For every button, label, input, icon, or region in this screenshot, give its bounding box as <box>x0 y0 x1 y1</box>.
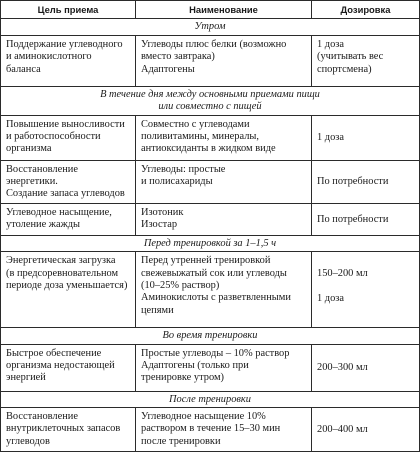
section-row-during-training <box>1 328 420 344</box>
dose-cell <box>312 115 420 160</box>
goal-line: Восстановление энергетики. <box>6 163 78 188</box>
header-goal: Цель приема <box>1 1 136 19</box>
table-row <box>1 344 420 391</box>
section-title-line: После тренировки <box>169 393 251 405</box>
goal-line: внутриклеточных запасов <box>6 423 121 435</box>
dose-cell <box>312 203 420 235</box>
name-line: тренировке утром) <box>141 372 224 384</box>
goal-line: и аминокислотного <box>6 51 92 63</box>
name-line: вместо завтрака) <box>141 51 215 63</box>
section-title <box>1 19 420 35</box>
name-line: Адаптогены <box>141 63 195 75</box>
goal-cell <box>1 252 136 328</box>
name-line: Углеводы плюс белки (возможно <box>141 38 287 50</box>
goal-line: и работоспособности <box>6 131 101 143</box>
section-title-line: Во время тренировки <box>162 330 258 342</box>
section-title-line: или совместно с пищей <box>158 101 262 113</box>
table-row <box>1 203 420 235</box>
section-title <box>1 391 420 407</box>
name-line: (10–25% раствор) <box>141 280 220 292</box>
goal-line: организма <box>6 143 52 155</box>
goal-line: организма недостающей <box>6 360 115 372</box>
name-cell <box>136 160 312 203</box>
goal-line: Углеводное насыщение, <box>6 206 112 218</box>
goal-line: Повышение выносливости <box>6 118 125 130</box>
goal-line: Создание запаса углеводов <box>6 188 125 200</box>
section-title <box>1 235 420 251</box>
section-title-line: Утром <box>194 21 226 33</box>
dose-line: 150–200 мл <box>317 268 368 280</box>
name-line: после тренировки <box>141 435 221 447</box>
section-row-before-training <box>1 235 420 251</box>
dose-line: (учитывать вес <box>317 51 384 63</box>
section-row-daytime <box>1 86 420 115</box>
dose-line: 1 доза <box>317 292 344 304</box>
table-row <box>1 115 420 160</box>
table-row <box>1 35 420 86</box>
goal-cell <box>1 35 136 86</box>
header-dose: Дозировка <box>312 1 420 19</box>
section-title <box>1 328 420 344</box>
dose-line: По потребности <box>317 176 389 188</box>
dose-cell <box>312 160 420 203</box>
table-row <box>1 160 420 203</box>
name-line: Углеводное насыщение 10% <box>141 411 266 423</box>
name-cell <box>136 203 312 235</box>
goal-cell <box>1 344 136 391</box>
name-line: Углеводы: простые <box>141 163 226 175</box>
name-line: и полисахариды <box>141 176 213 188</box>
goal-line: утоление жажды <box>6 219 81 231</box>
goal-line: (в предсоревновательном <box>6 267 119 279</box>
section-title-line: Перед тренировкой за 1–1,5 ч <box>143 237 277 249</box>
name-line: раствором в течение 15–30 мин <box>141 423 281 435</box>
section-title-line: В течение дня между основными приемами пищи <box>100 88 320 100</box>
section-row-after-training <box>1 391 420 407</box>
name-line: Простые углеводы – 10% раствор <box>141 347 290 359</box>
table-row <box>1 252 420 328</box>
dose-line: 1 доза <box>317 131 344 143</box>
name-line: Аминокислоты с разветвленными <box>141 292 291 304</box>
dose-line: спортсмена) <box>317 63 372 75</box>
goal-line: Восстановление <box>6 411 78 423</box>
name-line: цепями <box>141 304 174 316</box>
dose-line: По потребности <box>317 213 389 225</box>
dose-line: 200–300 мл <box>317 361 368 373</box>
dose-line: 1 доза <box>317 38 344 50</box>
name-line: Совместно с углеводами <box>141 118 250 130</box>
goal-line: углеводов <box>6 435 50 447</box>
dose-cell <box>312 35 420 86</box>
dose-cell <box>312 252 420 328</box>
dose-cell <box>312 344 420 391</box>
header-name: Наименование <box>136 1 312 19</box>
name-line: Перед утренней тренировкой <box>141 255 271 267</box>
name-line: свежевыжатый сок или углеводы <box>141 267 287 279</box>
section-title <box>1 86 420 115</box>
name-line: Изостар <box>141 219 178 231</box>
name-cell <box>136 252 312 328</box>
name-cell <box>136 115 312 160</box>
goal-line: энергией <box>6 372 46 384</box>
dose-line: 200–400 мл <box>317 423 368 435</box>
goal-cell <box>1 160 136 203</box>
goal-cell <box>1 203 136 235</box>
goal-cell <box>1 115 136 160</box>
name-cell <box>136 344 312 391</box>
name-line: Изотоник <box>141 206 184 218</box>
table-header-row <box>1 1 420 19</box>
name-cell <box>136 35 312 86</box>
name-line: Адаптогены (только при <box>141 360 249 372</box>
goal-line: баланса <box>6 63 41 75</box>
goal-line: Поддержание углеводного <box>6 38 123 50</box>
name-line: поливитамины, минералы, <box>141 131 259 143</box>
goal-line: периоде доза уменьшается) <box>6 280 128 292</box>
goal-line: Энергетическая загрузка <box>6 255 116 267</box>
section-row-morning <box>1 19 420 35</box>
goal-line: Быстрое обеспечение <box>6 347 102 359</box>
name-line: антиоксиданты в жидком виде <box>141 143 276 155</box>
